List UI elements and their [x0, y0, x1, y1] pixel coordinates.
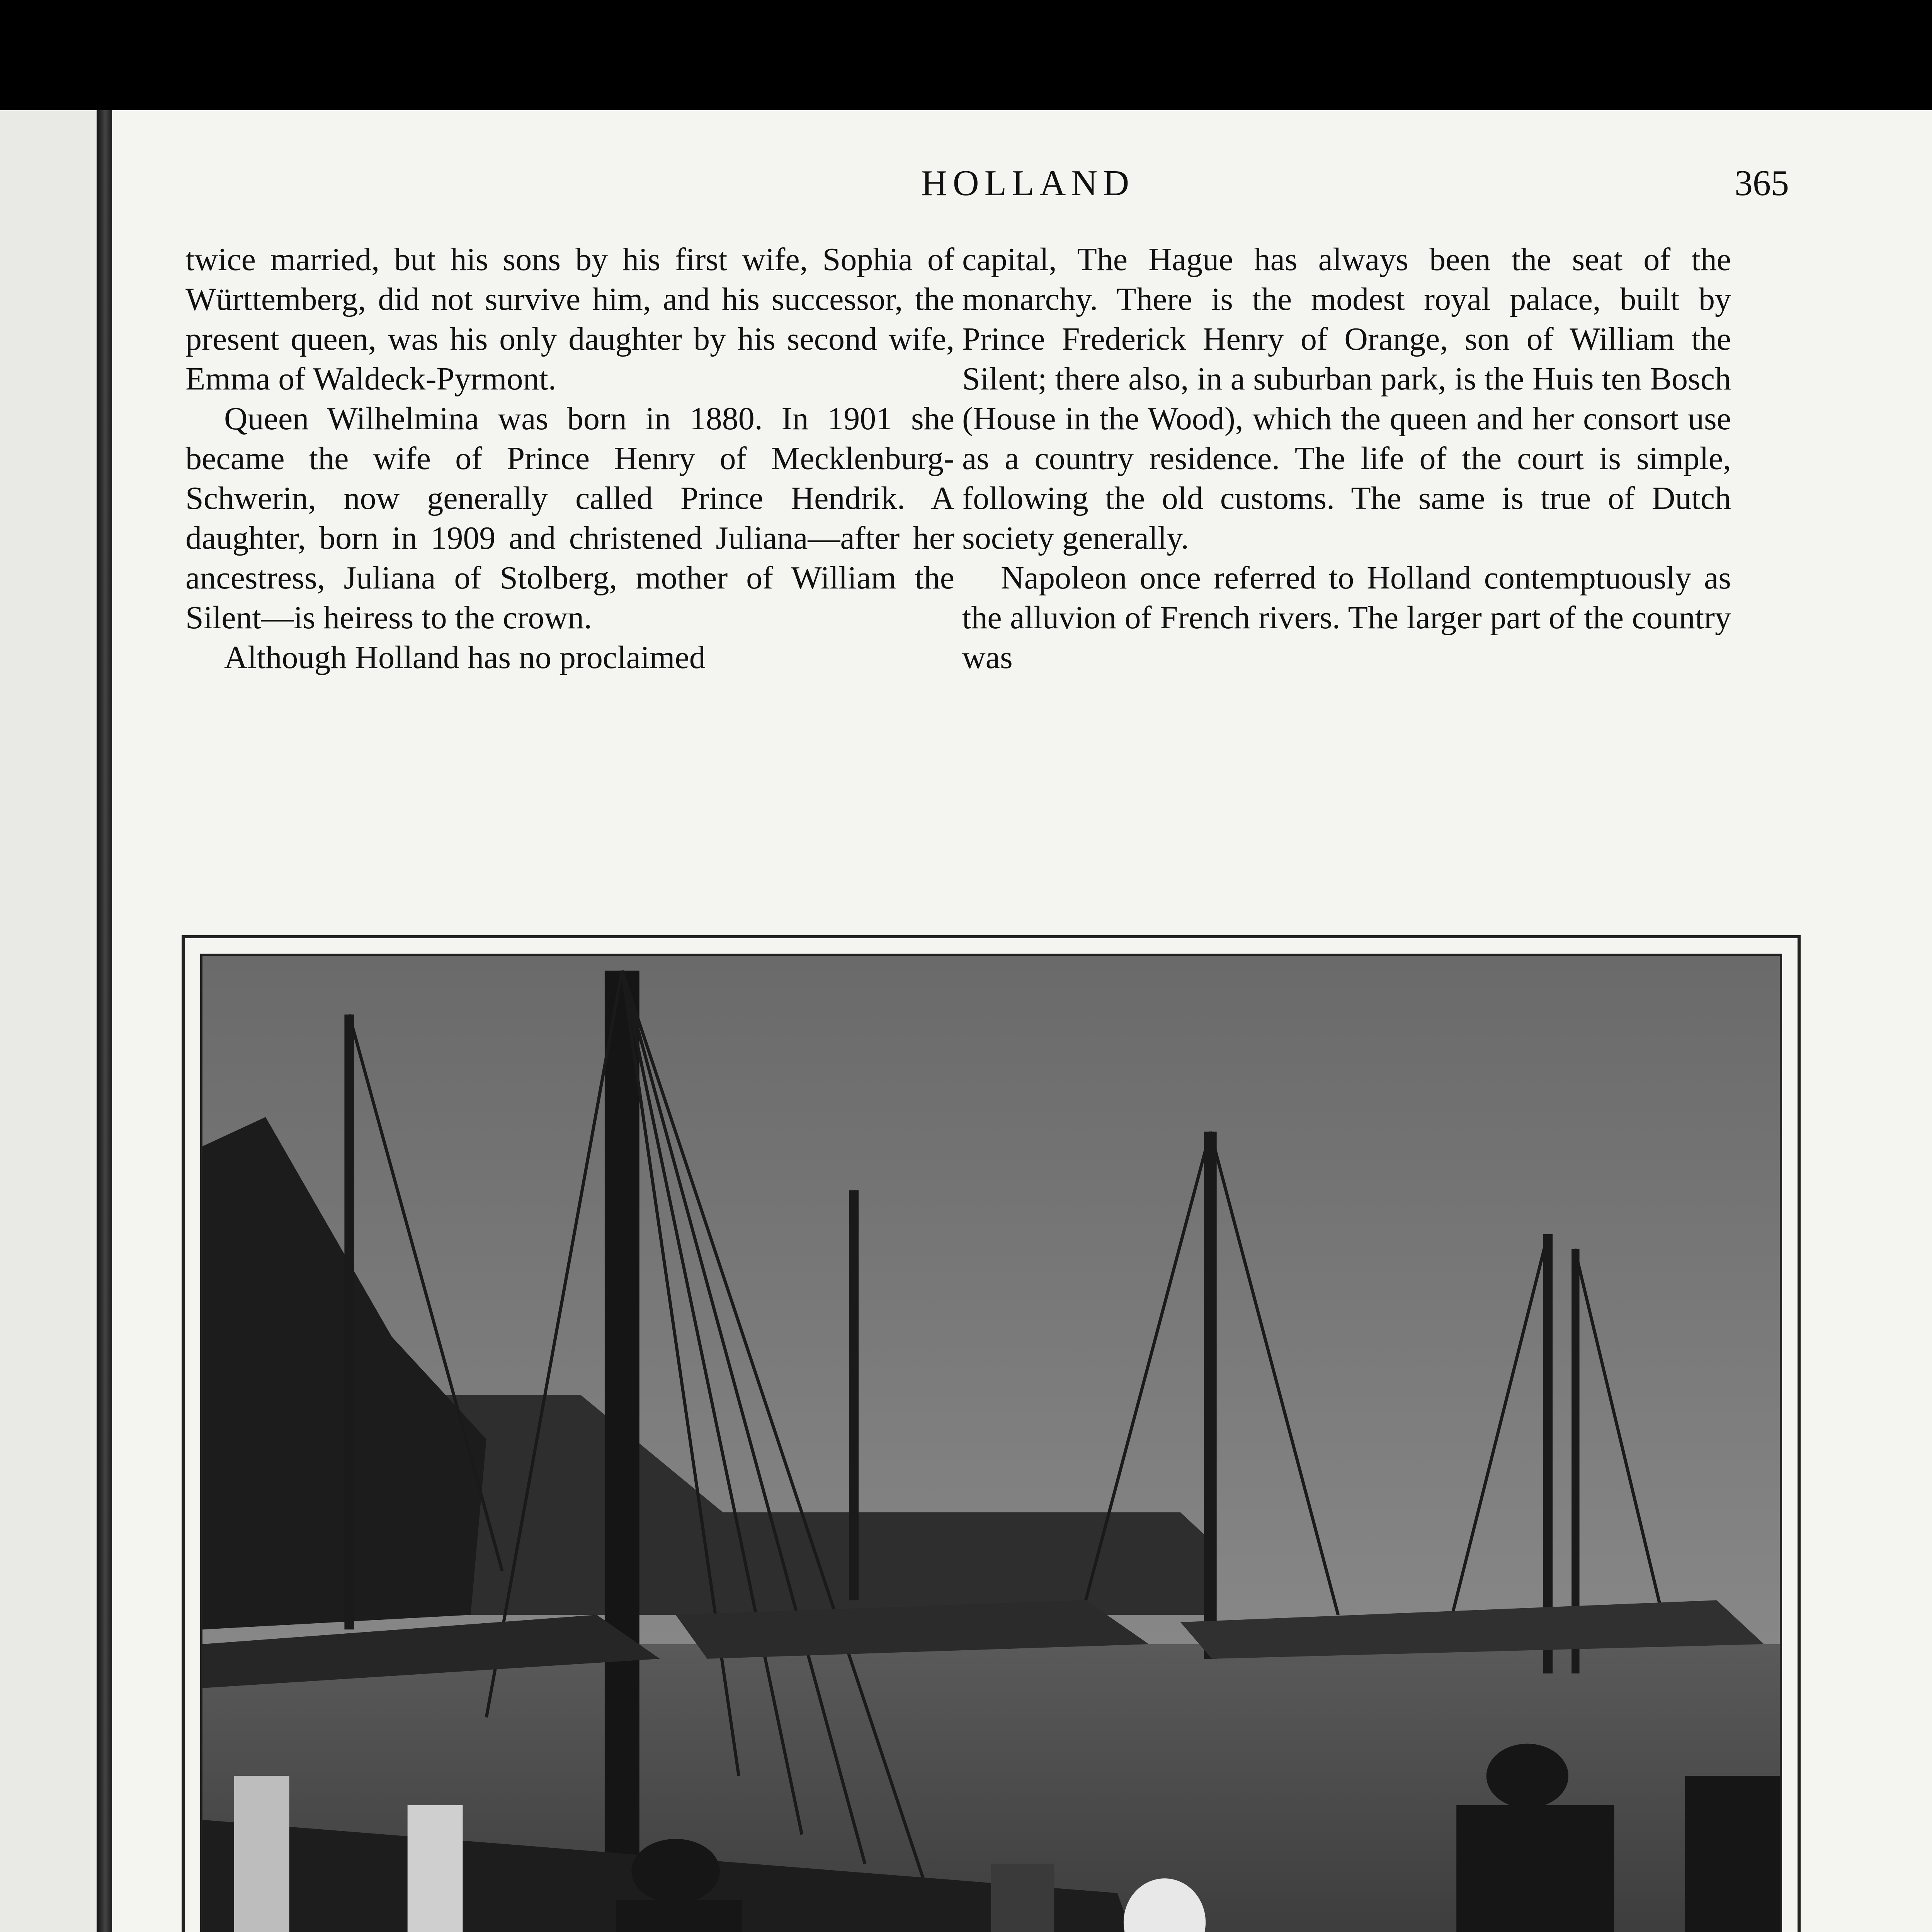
page-number: 365: [1735, 163, 1789, 203]
running-head: HOLLAND: [921, 163, 1135, 203]
text-column-right: [962, 240, 1731, 896]
paragraph: capital, The Hague has always been the seat of the monarchy. There is the modest royal palace, built by Prince Frederick Henry of Orange, son of William the Silent; there also, in a suburban park, is the Huis ten Bosch (House in the Wood), which the queen and her consort use as a country residence. The life of the court is simple, following the old customs. The same is true of Dutch society generally.: [962, 242, 1731, 556]
photo-plate-frame: [182, 935, 1801, 1932]
paragraph: Napoleon once referred to Holland contemptuously as the alluvion of French rivers. The larger part of the country was: [962, 560, 1731, 675]
wharf-photograph: [200, 954, 1782, 1932]
wharf-photo-illustration: [202, 956, 1780, 1932]
paragraph: twice married, but his sons by his first wife, Sophia of Württemberg, did not survive him, and his successor, the present queen, was his only daughter by his second wife, Emma of Waldeck-Pyrmont.: [185, 242, 954, 397]
paragraph: Queen Wilhelmina was born in 1880. In 1901 she became the wife of Prince Henry of Mecklenburg-Schwerin, now generally called Prince Hendrik. A daughter, born in 1909 and christened Juliana—after her ancestress, Juliana of Stolberg, mother of William the Silent—is heiress to the crown.: [185, 401, 954, 636]
book-gutter: [97, 110, 114, 1932]
paragraph: Although Holland has no proclaimed: [224, 639, 706, 675]
text-column-left: [185, 240, 954, 896]
facing-page-edge: [0, 110, 99, 1932]
